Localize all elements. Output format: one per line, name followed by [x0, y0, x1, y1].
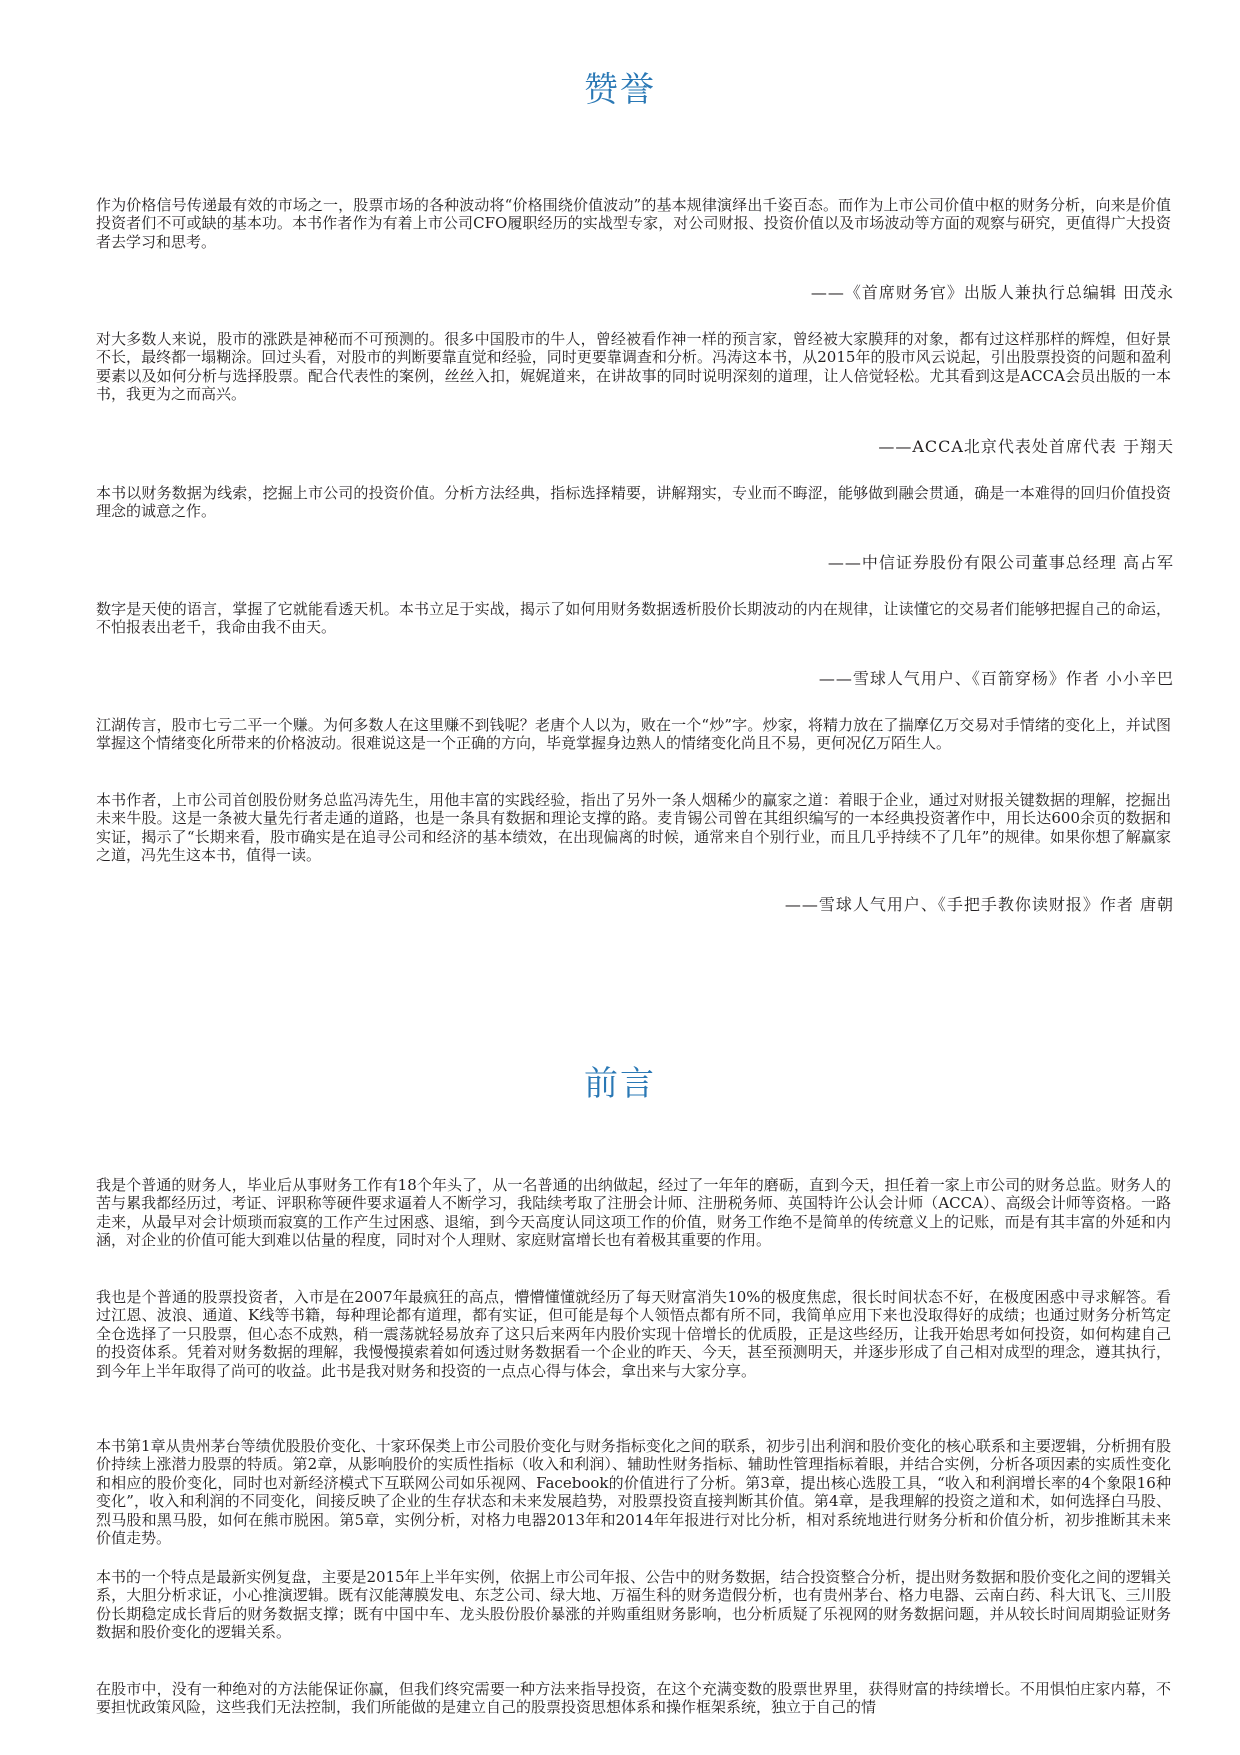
preface-paragraph-5: 在股市中，没有一种绝对的方法能保证你赢，但我们终究需要一种方法来指导投资，在这个充满变数的股票世界里，获得财富的持续增长。不用惧怕庄家内幕，不要担忧政策风险，这些我们无法控制，我们所能做的是建立自己的股票投资思想体系和操作框架系统，独立于自己的情	[96, 1680, 1171, 1717]
praise-attribution-2: ——ACCA北京代表处首席代表 于翔天	[878, 437, 1174, 456]
praise-paragraph-1: 作为价格信号传递最有效的市场之一，股票市场的各种波动将“价格围绕价值波动”的基本规律演绎出千姿百态。而作为上市公司价值中枢的财务分析，向来是价值投资者们不可或缺的基本功。本书作者作为有着上市公司CFO履职经历的实战型专家，对公司财报、投资价值以及市场波动等方面的观察与研究，更值得广大投资者去学习和思考。	[96, 196, 1171, 251]
praise-attribution-3: ——中信证券股份有限公司董事总经理 高占军	[827, 553, 1174, 572]
preface-paragraph-4: 本书的一个特点是最新实例复盘，主要是2015年上半年实例，依据上市公司年报、公告中的财务数据，结合投资整合分析，提出财务数据和股价变化之间的逻辑关系，大胆分析求证，小心推演逻辑。既有汉能薄膜发电、东芝公司、绿大地、万福生科的财务造假分析，也有贵州茅台、格力电器、云南白药、科大讯飞、三川股份长期稳定成长背后的财务数据支撑；既有中国中车、龙头股份股价暴涨的并购重组财务影响，也分析质疑了乐视网的财务数据问题，并从较长时间周期验证财务数据和股价变化的逻辑关系。	[96, 1568, 1171, 1642]
praise-paragraph-2: 对大多数人来说，股市的涨跌是神秘而不可预测的。很多中国股市的牛人，曾经被看作神一样的预言家，曾经被大家膜拜的对象，都有过这样那样的辉煌，但好景不长，最终都一塌糊涂。回过头看，对股市的判断要靠直觉和经验，同时更要靠调查和分析。冯涛这本书，从2015年的股市风云说起，引出股票投资的问题和盈利要素以及如何分析与选择股票。配合代表性的案例，丝丝入扣，娓娓道来，在讲故事的同时说明深刻的道理，让人倍觉轻松。尤其看到这是ACCA会员出版的一本书，我更为之而高兴。	[96, 330, 1171, 404]
praise-attribution-5: ——雪球人气用户、《手把手教你读财报》作者 唐朝	[784, 895, 1174, 914]
praise-attribution-4: ——雪球人气用户、《百箭穿杨》作者 小小辛巴	[818, 669, 1174, 688]
praise-heading: 赞誉	[584, 70, 656, 110]
praise-paragraph-3: 本书以财务数据为线索，挖掘上市公司的投资价值。分析方法经典，指标选择精要，讲解翔实，专业而不晦涩，能够做到融会贯通，确是一本难得的回归价值投资理念的诚意之作。	[96, 484, 1171, 521]
praise-attribution-1: ——《首席财务官》出版人兼执行总编辑 田茂永	[810, 283, 1174, 302]
praise-paragraph-4: 数字是天使的语言，掌握了它就能看透天机。本书立足于实战，揭示了如何用财务数据透析股价长期波动的内在规律，让读懂它的交易者们能够把握自己的命运，不怕报表出老千，我命由我不由天。	[96, 600, 1171, 637]
praise-paragraph-5: 江湖传言，股市七亏二平一个赚。为何多数人在这里赚不到钱呢？老唐个人以为，败在一个“炒”字。炒家，将精力放在了揣摩亿万交易对手情绪的变化上，并试图掌握这个情绪变化所带来的价格波动。很难说这是一个正确的方向，毕竟掌握身边熟人的情绪变化尚且不易，更何况亿万陌生人。	[96, 716, 1171, 753]
preface-paragraph-3: 本书第1章从贵州茅台等绩优股股价变化、十家环保类上市公司股价变化与财务指标变化之间的联系，初步引出利润和股价变化的核心联系和主要逻辑，分析拥有股价持续上涨潜力股票的特质。第2章，从影响股价的实质性指标（收入和利润）、辅助性财务指标、辅助性管理指标着眼，并结合实例，分析各项因素的实质性变化和相应的股价变化，同时也对新经济模式下互联网公司如乐视网、Facebook的价值进行了分析。第3章，提出核心选股工具，“收入和利润增长率的4个象限16种变化”，收入和利润的不同变化，间接反映了企业的生存状态和未来发展趋势，对股票投资直接判断其价值。第4章，是我理解的投资之道和术，如何选择白马股、烈马股和黑马股，如何在熊市脱困。第5章，实例分析，对格力电器2013年和2014年年报进行对比分析，相对系统地进行财务分析和价值分析，初步推断其未来价值走势。	[96, 1437, 1171, 1548]
praise-paragraph-6: 本书作者，上市公司首创股份财务总监冯涛先生，用他丰富的实践经验，指出了另外一条人烟稀少的赢家之道：着眼于企业，通过对财报关键数据的理解，挖掘出未来牛股。这是一条被大量先行者走通的道路，也是一条具有数据和理论支撑的路。麦肯锡公司曾在其组织编写的一本经典投资著作中，用长达600余页的数据和实证，揭示了“长期来看，股市确实是在追寻公司和经济的基本绩效，在出现偏离的时候，通常来自个别行业，而且几乎持续不了几年”的规律。如果你想了解赢家之道，冯先生这本书，值得一读。	[96, 791, 1171, 865]
preface-paragraph-1: 我是个普通的财务人，毕业后从事财务工作有18个年头了，从一名普通的出纳做起，经过了一年年的磨砺，直到今天，担任着一家上市公司的财务总监。财务人的苦与累我都经历过，考证、评职称等硬件要求逼着人不断学习，我陆续考取了注册会计师、注册税务师、英国特许公认会计师（ACCA）、高级会计师等资格。一路走来，从最早对会计烦琐而寂寞的工作产生过困惑、退缩，到今天高度认同这项工作的价值，财务工作绝不是简单的传统意义上的记账，而是有其丰富的外延和内涵，对企业的价值可能大到难以估量的程度，同时对个人理财、家庭财富增长也有着极其重要的作用。	[96, 1176, 1171, 1250]
preface-heading: 前言	[584, 1064, 656, 1104]
preface-paragraph-2: 我也是个普通的股票投资者，入市是在2007年最疯狂的高点，懵懵懂懂就经历了每天财富消失10%的极度焦虑，很长时间状态不好，在极度困惑中寻求解答。看过江恩、波浪、通道、K线等书籍，每种理论都有道理，都有实证，但可能是每个人领悟点都有所不同，我简单应用下来也没取得好的成绩；也通过财务分析笃定全仓选择了一只股票，但心态不成熟，稍一震荡就轻易放弃了这只后来两年内股价实现十倍增长的优质股，正是这些经历，让我开始思考如何投资，如何构建自己的投资体系。凭着对财务数据的理解，我慢慢摸索着如何透过财务数据看一个企业的昨天、今天，甚至预测明天，并逐步形成了自己相对成型的理念，遵其执行，到今年上半年取得了尚可的收益。此书是我对财务和投资的一点点心得与体会，拿出来与大家分享。	[96, 1288, 1171, 1380]
